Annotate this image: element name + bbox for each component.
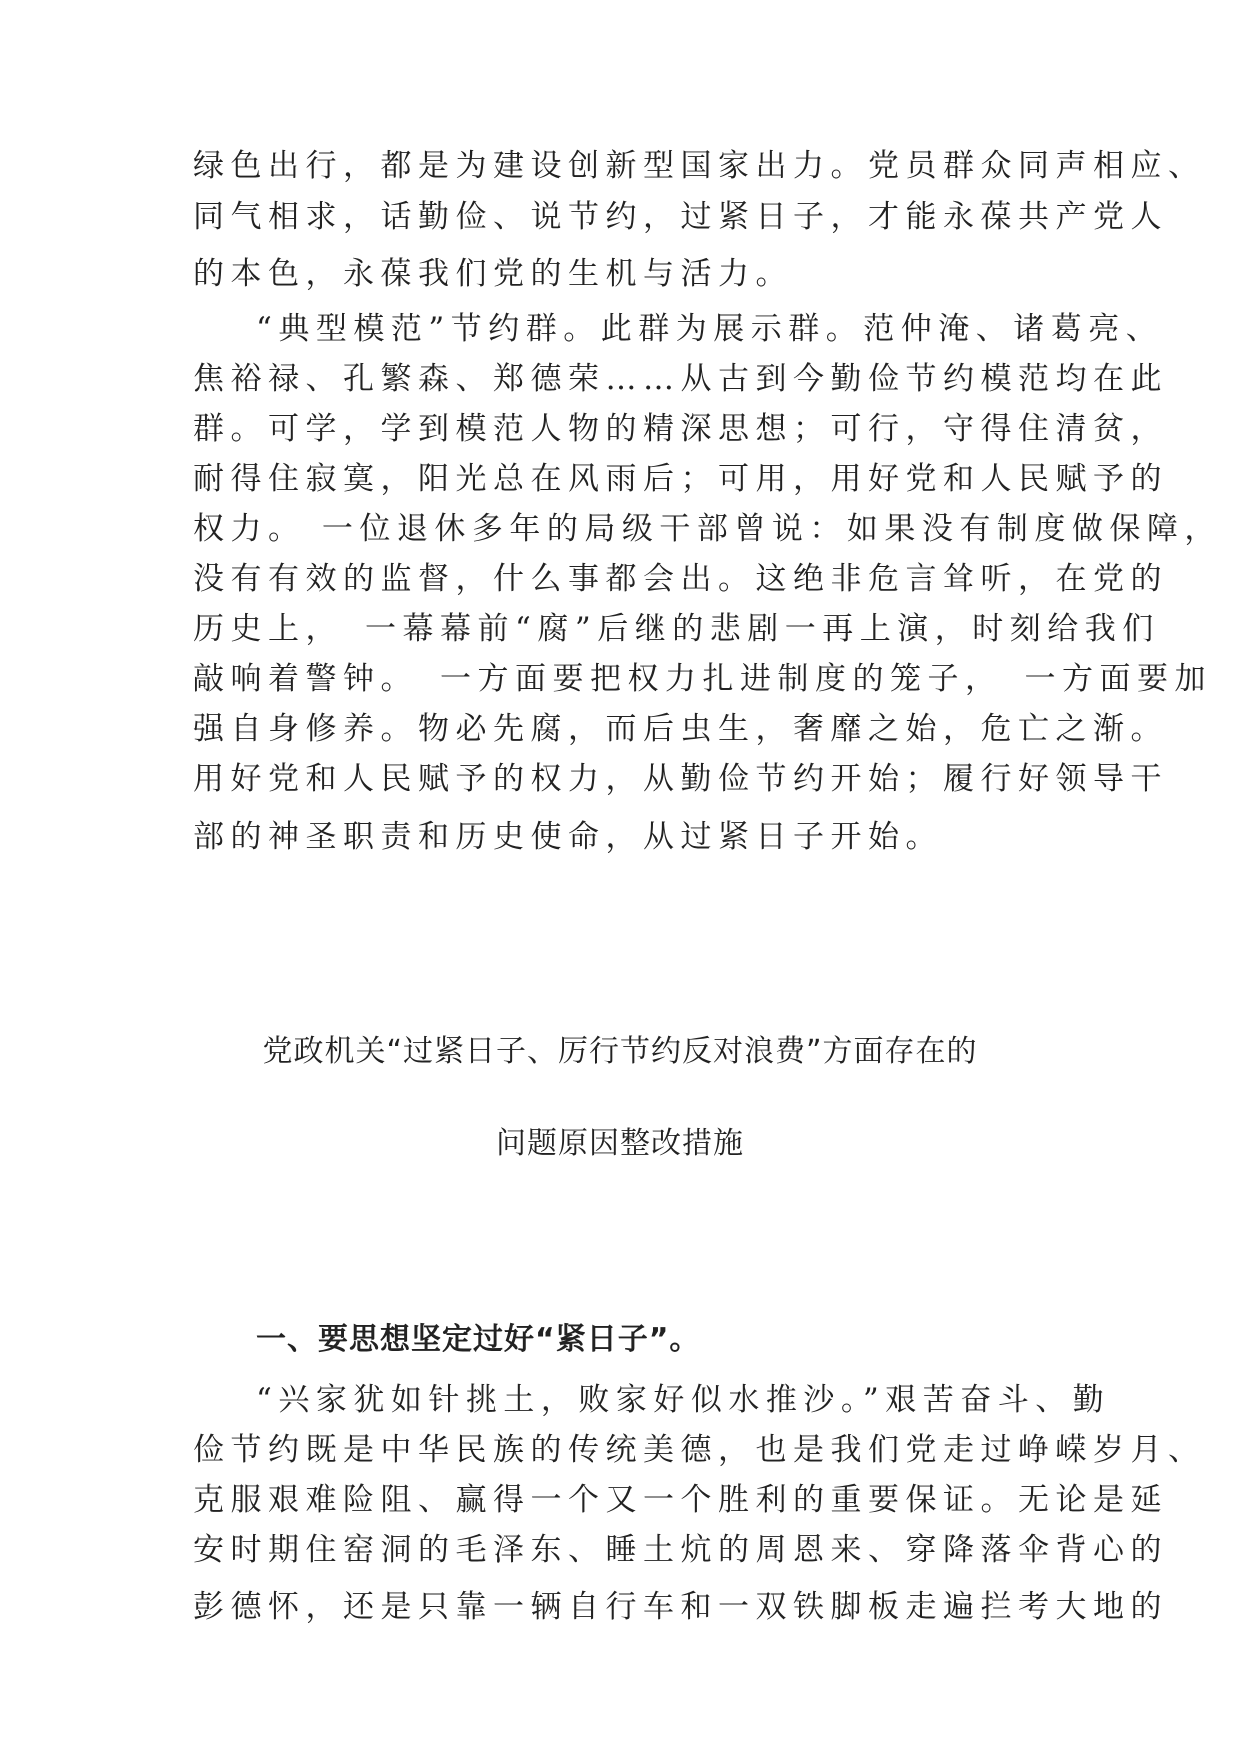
document-title-line1: 党政机关“过紧日子、厉行节约反对浪费”方面存在的 xyxy=(262,1034,978,1069)
body-text-line: 敲响着警钟。 一方面要把权力扎进制度的笼子， 一方面要加 xyxy=(193,661,1212,697)
body-text-line: “兴家犹如针挑土，败家好似水推沙。”艰苦奋斗、勤 xyxy=(256,1382,1111,1418)
body-text-line: 权力。 一位退休多年的局级干部曾说：如果没有制度做保障， xyxy=(193,511,1222,547)
body-text-line: 焦裕禄、孔繁森、郑德荣……从古到今勤俭节约模范均在此 xyxy=(193,361,1168,397)
body-text-line: 彭德怀，还是只靠一辆自行车和一双铁脚板走遍拦考大地的 xyxy=(193,1589,1168,1625)
body-text-line: 克服艰难险阻、赢得一个又一个胜利的重要保证。无论是延 xyxy=(193,1482,1168,1518)
body-text-line: 俭节约既是中华民族的传统美德，也是我们党走过峥嵘岁月、 xyxy=(193,1432,1206,1468)
body-text-line: 用好党和人民赋予的权力，从勤俭节约开始；履行好领导干 xyxy=(193,761,1168,797)
body-text-line: 的本色，永葆我们党的生机与活力。 xyxy=(193,256,793,292)
section-heading: 一、要思想坚定过好“紧日子”。 xyxy=(256,1322,701,1357)
body-text-line: 历史上， 一幕幕前“腐”后继的悲剧一再上演，时刻给我们 xyxy=(193,611,1160,647)
document-title-line2: 问题原因整改措施 xyxy=(496,1126,744,1161)
body-text-line: 耐得住寂寞，阳光总在风雨后；可用，用好党和人民赋予的 xyxy=(193,461,1168,497)
body-text-line: 没有有效的监督，什么事都会出。这绝非危言耸听，在党的 xyxy=(193,561,1168,597)
body-text-line: “典型模范”节约群。此群为展示群。范仲淹、诸葛亮、 xyxy=(256,311,1164,347)
body-text-line: 同气相求，话勤俭、说节约，过紧日子，才能永葆共产党人 xyxy=(193,199,1168,235)
body-text-line: 绿色出行，都是为建设创新型国家出力。党员群众同声相应、 xyxy=(193,148,1206,184)
body-text-line: 部的神圣职责和历史使命，从过紧日子开始。 xyxy=(193,819,943,855)
body-text-line: 强自身修养。物必先腐，而后虫生，奢靡之始，危亡之渐。 xyxy=(193,711,1168,747)
body-text-line: 群。可学，学到模范人物的精深思想；可行，守得住清贫， xyxy=(193,411,1168,447)
body-text-line: 安时期住窑洞的毛泽东、睡土炕的周恩来、穿降落伞背心的 xyxy=(193,1532,1168,1568)
